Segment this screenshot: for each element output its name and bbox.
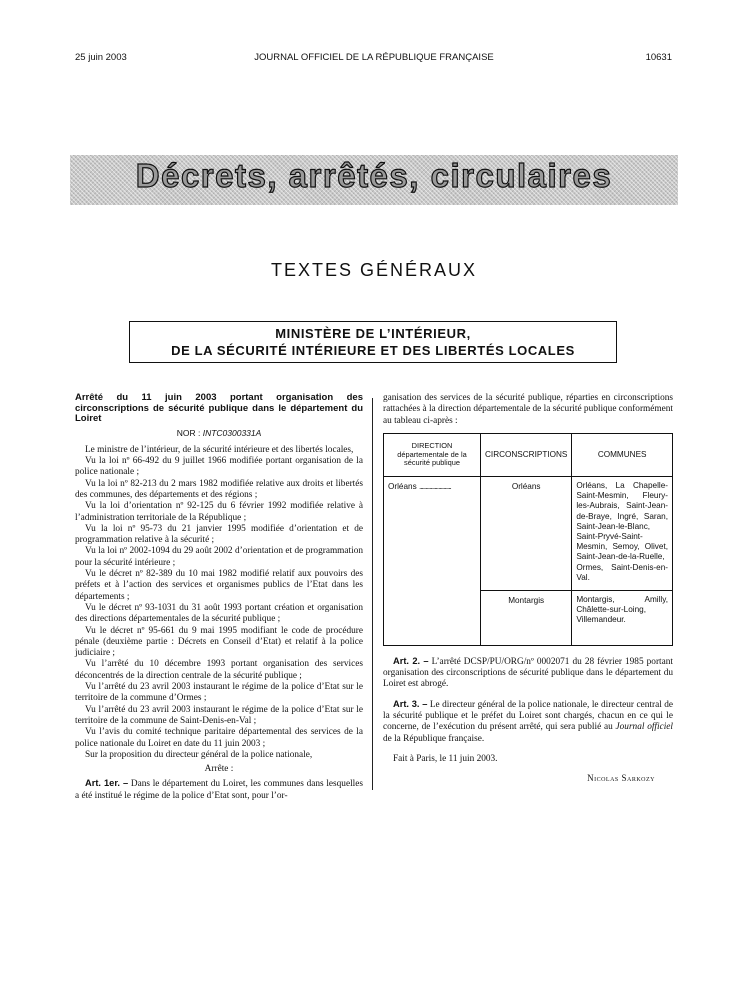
- column-divider: [372, 398, 373, 790]
- publication-date: 25 juin 2003: [75, 52, 127, 63]
- article-3-text: Le directeur général de la police nationale, le directeur central de la sécurité publique et le préfet du Loiret sont chargés, chacun en ce qui le concerne, de l’exécution du présent arrêté, qui sera publié au: [383, 699, 674, 733]
- communes-cell: Montargis, Amilly, Châlette-sur-Loing, Villemandeur.: [572, 590, 673, 645]
- paragraph: Vu la loi nº 82-213 du 2 mars 1982 modifiée relative aux droits et libertés des communes, des départements et des régions ;: [75, 478, 363, 500]
- paragraph: Vu la loi nº 66-492 du 9 juillet 1966 modifiée portant organisation de la police nationale ;: [75, 456, 363, 478]
- arrete-line: Arrête :: [204, 764, 234, 775]
- header-direction: DIRECTION départementale de la sécurité publique: [384, 433, 481, 476]
- article-1-label: Art. 1er. –: [85, 778, 129, 789]
- header-communes: COMMUNES: [572, 433, 673, 476]
- article-1-part-2: ganisation des services de la sécurité publique, réparties en circonscriptions rattachées à la direction départementale de la sécurité publique conformément au tableau ci-après :: [383, 393, 673, 426]
- ministry-line-2: DE LA SÉCURITÉ INTÉRIEURE ET DES LIBERTÉS LOCALES: [171, 343, 575, 358]
- circonscription-cell: Montargis: [481, 590, 572, 645]
- paragraph: Vu l’arrêté du 10 décembre 1993 portant organisation des services déconcentrés de la direction centrale de la sécurité publique ;: [75, 659, 363, 681]
- section-title: TEXTES GÉNÉRAUX: [270, 260, 478, 280]
- article-2-label: Art. 2. –: [393, 655, 429, 666]
- article-3-label: Art. 3. –: [393, 698, 428, 709]
- communes-cell: Orléans, La Chapelle-Saint-Mesmin, Fleury-les-Aubrais, Saint-Jean-de-Braye, Ingré, Saran, Saint-Jean-le-Blanc, Saint-Pryvé-Saint-Mesmin, Semoy, Olivet, Saint-Jean-de-la-Ruelle, Ormes, Saint-Denis-en-Val.: [572, 476, 673, 590]
- table-header-row: [384, 433, 673, 476]
- signature: Nicolas Sarkozy: [587, 773, 655, 784]
- page-number: 10631: [645, 52, 672, 63]
- circonscriptions-table: [383, 433, 673, 646]
- article-1-part-1: [75, 778, 363, 802]
- section-banner: [70, 155, 678, 205]
- paragraph: Vu le décret nº 93-1031 du 31 août 1993 portant création et organisation des directions départementales de la sécurité publique ;: [75, 602, 363, 625]
- paragraph: Vu le décret nº 95-661 du 9 mai 1995 modifiant le code de procédure pénale (deuxième partie : Décrets en Conseil d’Etat) et relatif à la police judiciaire ;: [75, 625, 363, 659]
- header-circonscriptions: CIRCONSCRIPTIONS: [481, 433, 572, 476]
- direction-name: Orléans: [388, 481, 417, 491]
- nor-reference: [75, 428, 363, 439]
- article-3: [383, 699, 673, 745]
- paragraph: Vu la loi nº 95-73 du 21 janvier 1995 modifiée d’orientation et de programmation relative à la sécurité ;: [75, 523, 363, 546]
- paragraph: Vu l’avis du comité technique paritaire départemental des services de la police nationale du Loiret en date du 11 juin 2003 ;: [75, 727, 363, 749]
- article-3-end: de la République française.: [383, 733, 485, 744]
- journal-officiel-ref: Journal officiel: [615, 722, 674, 733]
- table-row: [384, 476, 673, 590]
- journal-title: JOURNAL OFFICIEL DE LA RÉPUBLIQUE FRANÇAISE: [254, 52, 494, 63]
- circonscription-cell: Orléans: [481, 476, 572, 590]
- paragraph: Le ministre de l’intérieur, de la sécurité intérieure et des libertés locales,: [85, 444, 354, 455]
- decree-title: Arrêté du 11 juin 2003 portant organisation des circonscriptions de sécurité publique dans le département du Loiret: [75, 392, 363, 424]
- ministry-line-1: MINISTÈRE DE L’INTÉRIEUR,: [275, 326, 471, 341]
- paragraph: Vu le décret nº 82-389 du 10 mai 1982 modifié relatif aux pouvoirs des préfets et à l’action des services et organismes publics de l’Etat dans les départements ;: [75, 569, 363, 602]
- paragraph: Vu l’arrêté du 23 avril 2003 instaurant le régime de la police d’Etat sur le territoire de la commune de Saint-Denis-en-Val ;: [75, 704, 363, 726]
- left-column: [75, 393, 363, 802]
- done-at: Fait à Paris, le 11 juin 2003.: [393, 753, 498, 764]
- paragraph: Vu la loi nº 2002-1094 du 29 août 2002 d’orientation et de programmation pour la sécurité intérieure ;: [75, 546, 363, 568]
- article-2: [383, 656, 673, 691]
- article-2-text: L’arrêté DCSP/PU/ORG/nº 0002071 du 28 février 1985 portant organisation des circonscriptions de sécurité publique dans le département du Loiret est abrogé.: [383, 656, 673, 690]
- nor-label: NOR :: [176, 427, 201, 438]
- paragraph: Sur la proposition du directeur général de la police nationale,: [85, 749, 313, 760]
- paragraph: Vu l’arrêté du 23 avril 2003 instaurant le régime de la police d’Etat sur le territoire de la commune d’Ormes ;: [75, 682, 363, 704]
- banner-title: Décrets, arrêtés, circulaires: [135, 157, 613, 194]
- paragraph: Vu la loi d’orientation nº 92-125 du 6 février 1992 modifiée relative à l’administration territoriale de la République ;: [75, 501, 363, 523]
- direction-cell: Orléans .........................: [384, 476, 481, 645]
- nor-code: INTC0300331A: [202, 427, 262, 438]
- right-column: [383, 393, 673, 785]
- ministry-box: [129, 321, 617, 363]
- article-1-text: Dans le département du Loiret, les communes dans lesquelles a été institué le régime de la police d’Etat sont, pour l’or-: [75, 779, 363, 801]
